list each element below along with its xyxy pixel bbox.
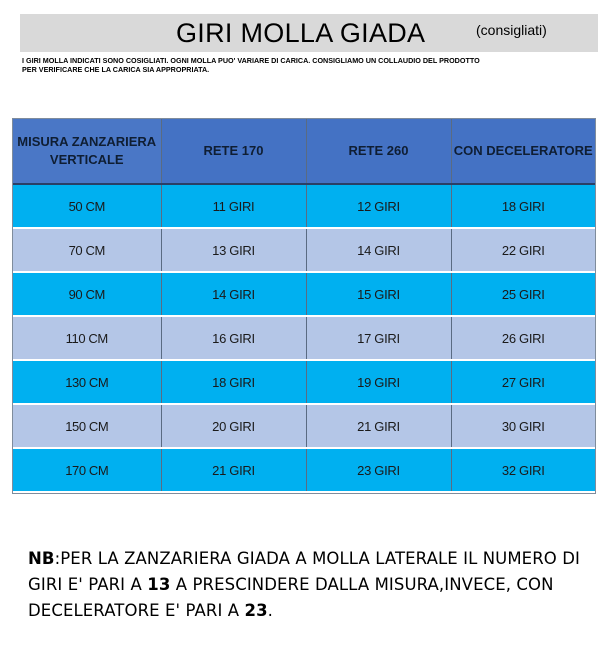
note-text-2: A PRESCINDERE DALLA MISURA,INVECE, CON DECELERATORE E' PARI A (28, 575, 554, 620)
cell-rete-170: 20 GIRI (161, 404, 306, 448)
cell-rete-170: 11 GIRI (161, 184, 306, 228)
table-row (13, 228, 595, 272)
table-header-row (13, 119, 595, 184)
note-text-1: :PER LA ZANZARIERA GIADA A MOLLA LATERALE IL NUMERO DI GIRI E' PARI A (28, 549, 580, 594)
notice-line-1: I GIRI MOLLA INDICATI SONO COSIGLIATI. OGNI MOLLA PUO' VARIARE DI CARICA. CONSIGLIAMO UN COLLAUDIO DEL PRODOTTO (22, 56, 480, 65)
cell-rete-260: 14 GIRI (306, 228, 451, 272)
header-rete-170: RETE 170 (161, 119, 306, 184)
cell-decelerator: 32 GIRI (451, 448, 595, 492)
note-prefix: NB (28, 549, 55, 568)
cell-misura: 130 CM (13, 360, 161, 404)
cell-rete-260: 12 GIRI (306, 184, 451, 228)
cell-misura: 50 CM (13, 184, 161, 228)
cell-rete-170: 13 GIRI (161, 228, 306, 272)
table-row (13, 316, 595, 360)
cell-misura: 170 CM (13, 448, 161, 492)
cell-decelerator: 30 GIRI (451, 404, 595, 448)
table-row (13, 448, 595, 492)
cell-rete-170: 18 GIRI (161, 360, 306, 404)
table-row (13, 404, 595, 448)
cell-rete-260: 19 GIRI (306, 360, 451, 404)
page-subtitle: (consigliati) (476, 22, 547, 38)
cell-misura: 90 CM (13, 272, 161, 316)
notice-text (22, 56, 592, 74)
header-rete-260: RETE 260 (306, 119, 451, 184)
table-row (13, 360, 595, 404)
cell-misura: 70 CM (13, 228, 161, 272)
cell-decelerator: 18 GIRI (451, 184, 595, 228)
footnote (28, 546, 588, 624)
table-row (13, 272, 595, 316)
cell-rete-170: 16 GIRI (161, 316, 306, 360)
note-value-1: 13 (147, 575, 171, 594)
cell-rete-260: 15 GIRI (306, 272, 451, 316)
table-container (12, 118, 596, 494)
cell-decelerator: 27 GIRI (451, 360, 595, 404)
cell-rete-170: 21 GIRI (161, 448, 306, 492)
header-decelerator: CON DECELERATORE (451, 119, 595, 184)
cell-decelerator: 26 GIRI (451, 316, 595, 360)
note-suffix: . (267, 601, 274, 620)
cell-rete-260: 17 GIRI (306, 316, 451, 360)
cell-rete-260: 21 GIRI (306, 404, 451, 448)
cell-misura: 150 CM (13, 404, 161, 448)
giri-table (13, 119, 595, 493)
cell-misura: 110 CM (13, 316, 161, 360)
cell-decelerator: 22 GIRI (451, 228, 595, 272)
title-bar (20, 14, 598, 52)
cell-decelerator: 25 GIRI (451, 272, 595, 316)
cell-rete-170: 14 GIRI (161, 272, 306, 316)
cell-rete-260: 23 GIRI (306, 448, 451, 492)
notice-line-2: PER VERIFICARE CHE LA CARICA SIA APPROPRIATA. (22, 65, 210, 74)
header-misura: MISURA ZANZARIERA VERTICALE (13, 119, 161, 184)
note-value-2: 23 (244, 601, 268, 620)
table-row (13, 184, 595, 228)
page-title: GIRI MOLLA GIADA (176, 18, 426, 48)
